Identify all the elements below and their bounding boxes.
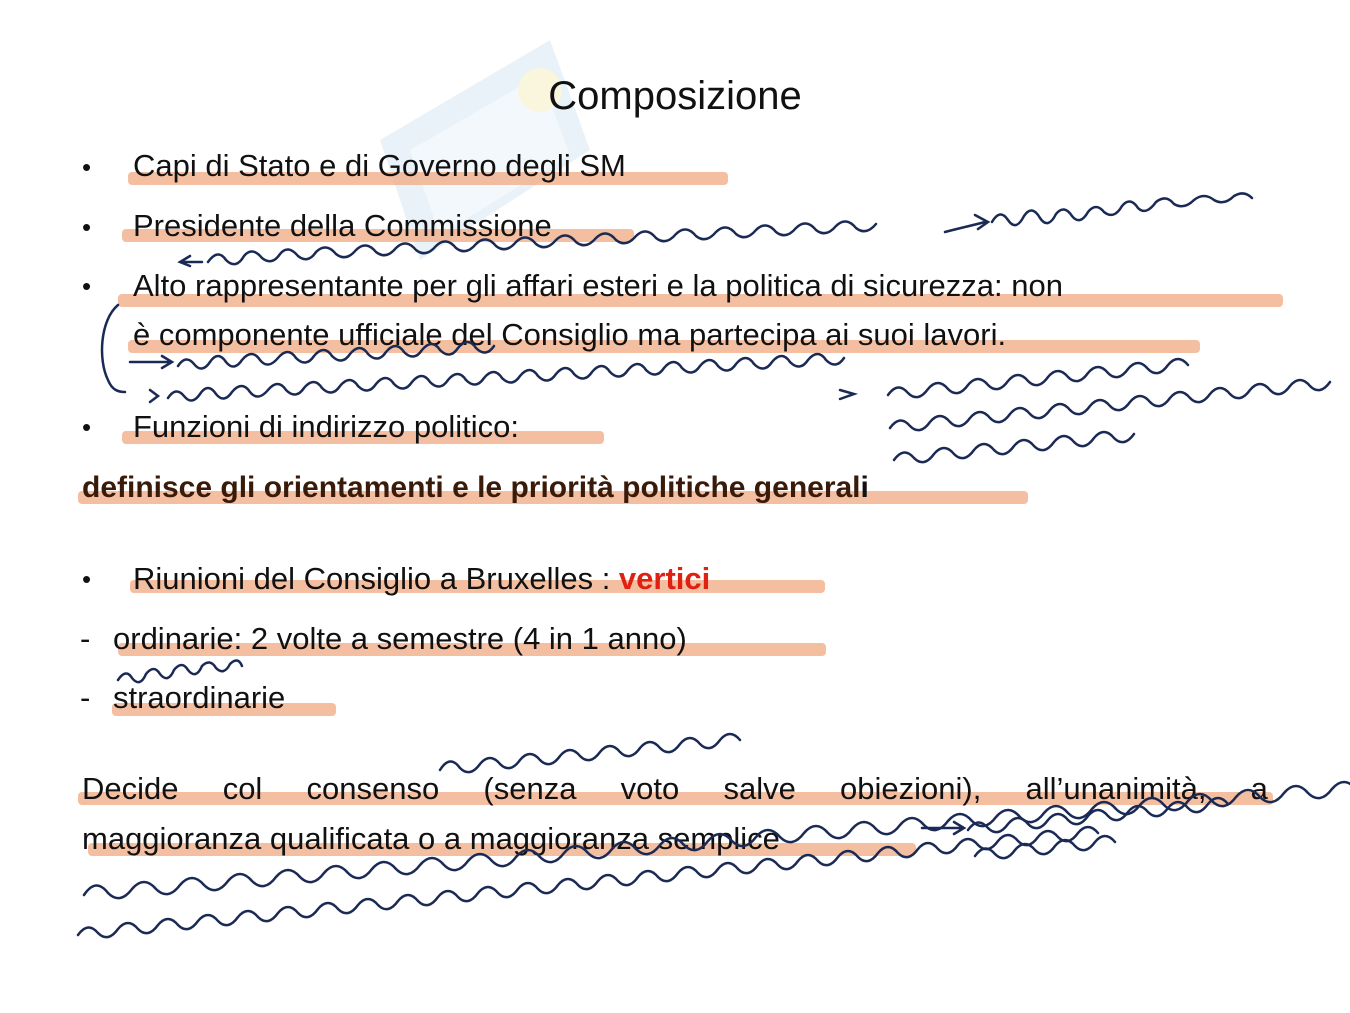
word: all’unanimità, [1025,771,1207,806]
bullet-text-continued: è componente ufficiale del Consiglio ma partecipa ai suoi lavori. [133,317,1007,352]
word: consenso [306,771,440,806]
bullet-text: Funzioni di indirizzo politico: [133,409,519,444]
word: obiezioni), [840,771,982,806]
word: a [1250,771,1268,806]
meetings-ordinary: ordinarie: 2 volte a semestre (4 in 1 anno) [113,621,687,656]
decision-line-2: maggioranza qualificata o a maggioranza semplice [82,821,780,856]
word: Decide [82,771,179,806]
bullet-dot: • [82,412,92,442]
bullet-dot: • [82,564,92,594]
bullet-text: Presidente della Commissione [133,208,552,243]
bullet-dot: • [82,271,92,301]
bullet-text: Alto rappresentante per gli affari esteri e la politica di sicurezza: non [133,268,1063,303]
meetings-prefix: Riunioni del Consiglio a Bruxelles : [133,561,619,596]
bold-statement-tail: i [860,471,869,504]
word: (senza [483,771,577,806]
meetings-extraordinary: straordinarie [113,680,286,715]
word: voto [620,771,680,806]
word: col [222,771,263,806]
dash-marker: - [80,621,91,656]
bullet-text: Capi di Stato e di Governo degli SM [133,148,626,183]
meetings-highlight: vertici [618,561,711,596]
word: salve [723,771,796,806]
bullet-dot: • [82,152,92,182]
dash-marker: - [80,680,91,715]
bold-statement-main: definisce gli orientamenti e le priorità politiche general [82,471,861,504]
bullet-dot: • [82,212,92,242]
slide-title: Composizione [548,74,802,118]
